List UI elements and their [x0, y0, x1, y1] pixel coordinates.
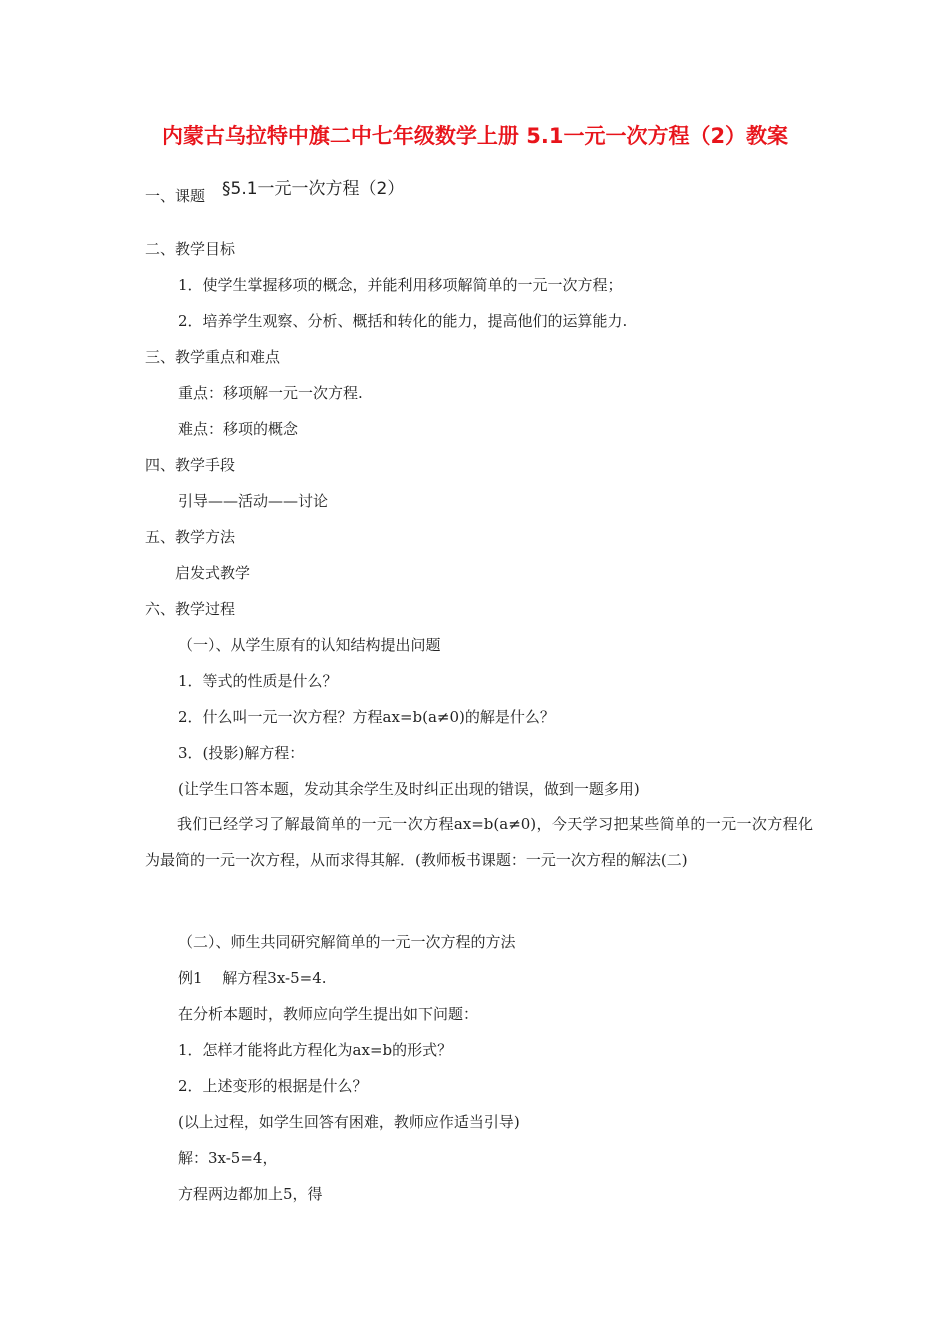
- objective-2: 2．培养学生观察、分析、概括和转化的能力，提高他们的运算能力.: [178, 312, 628, 330]
- example-note: (以上过程，如学生回答有困难，教师应作适当引导): [178, 1113, 520, 1131]
- question-note: (让学生口答本题，发动其余学生及时纠正出现的错误，做到一题多用): [178, 780, 640, 798]
- question-3: 3．(投影)解方程：: [178, 744, 305, 762]
- method-text: 启发式教学: [175, 564, 251, 582]
- keypoint-difficulty: 难点：移项的概念: [178, 420, 299, 438]
- section-means: 四、教学手段: [145, 456, 236, 474]
- example-question-2: 2．上述变形的根据是什么？: [178, 1077, 368, 1095]
- process-part-2: （二）、师生共同研究解简单的一元一次方程的方法: [178, 933, 516, 951]
- section-process: 六、教学过程: [145, 600, 236, 618]
- intro-paragraph: 我们已经学习了解最简单的一元一次方程ax=b(a≠0)，今天学习把某些简单的一元一次方程化为最简的一元一次方程，从而求得其解．(教师板书课题：一元一次方程的解法(二): [145, 815, 813, 869]
- solution-line-1: 解：3x-5=4，: [178, 1149, 278, 1167]
- keypoint-focus: 重点：移项解一元一次方程.: [178, 384, 363, 402]
- section-keypoints: 三、教学重点和难点: [145, 348, 281, 366]
- section-topic-value: §5.1一元一次方程（2）: [222, 179, 405, 199]
- example-1: 例1 解方程3x-5=4.: [178, 969, 327, 987]
- section-topic-label: 一、课题: [145, 187, 206, 205]
- question-2: 2．什么叫一元一次方程？方程ax=b(a≠0)的解是什么？: [178, 708, 555, 726]
- objective-1: 1．使学生掌握移项的概念，并能利用移项解简单的一元一次方程；: [178, 276, 623, 294]
- solution-line-2: 方程两边都加上5，得: [178, 1185, 323, 1203]
- example-analysis: 在分析本题时，教师应向学生提出如下问题：: [178, 1005, 479, 1023]
- question-1: 1．等式的性质是什么？: [178, 672, 338, 690]
- process-part-1: （一）、从学生原有的认知结构提出问题: [178, 636, 441, 654]
- means-text: 引导——活动——讨论: [178, 492, 329, 510]
- section-objectives: 二、教学目标: [145, 240, 236, 258]
- document-title: 内蒙古乌拉特中旗二中七年级数学上册 5.1一元一次方程（2）教案: [161, 124, 789, 148]
- section-method: 五、教学方法: [145, 528, 236, 546]
- example-question-1: 1．怎样才能将此方程化为ax=b的形式？: [178, 1041, 453, 1059]
